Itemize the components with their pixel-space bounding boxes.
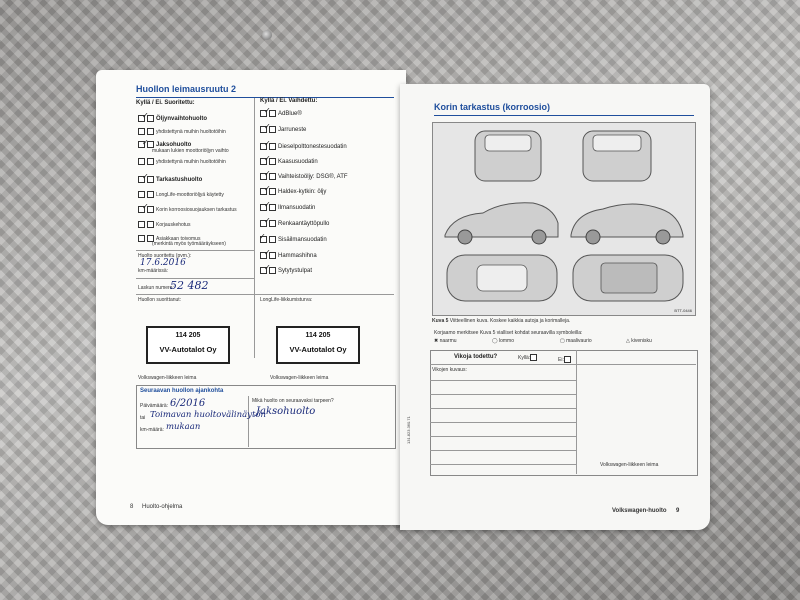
checkbox-icon bbox=[138, 235, 145, 242]
col1-item-9: Asiakkaan toivomus bbox=[138, 235, 200, 246]
next-service-title: Seuraavan huollon ajankohta bbox=[140, 388, 224, 394]
form-rule bbox=[430, 408, 576, 409]
form-rule bbox=[430, 394, 576, 395]
check-mark-icon: ✓ bbox=[264, 122, 271, 131]
left-footer-text: Huolto-ohjelma bbox=[142, 504, 183, 510]
check-mark-icon: ✓ bbox=[264, 154, 271, 163]
col1-item-4: yhdistettynä muihin huoltotöihin bbox=[138, 158, 226, 169]
dealer-stamp-label: Volkswagen-liikkeen leima bbox=[138, 375, 197, 381]
symbol-dent: ◯ lommo bbox=[492, 338, 514, 344]
col2-item-6: Ilmansuodatin bbox=[260, 204, 315, 215]
invoice-label: Laskun numero: bbox=[138, 285, 174, 291]
km-label: km-määrissä: bbox=[138, 268, 169, 274]
form-rule bbox=[430, 464, 576, 465]
dealer-stamp-label-2: Volkswagen-liikkeen leima bbox=[270, 375, 329, 381]
form-rule bbox=[430, 450, 576, 451]
col2-item-2: Dieselpolttonestesuodatin bbox=[260, 143, 347, 154]
col2-item-8: Sisäilmansuodatin bbox=[260, 236, 327, 247]
form-divider bbox=[576, 350, 577, 474]
check-mark-icon: ✓ bbox=[264, 216, 271, 225]
figure-code: BTT-0446 bbox=[674, 308, 692, 313]
check-mark-icon: ✓ bbox=[264, 169, 271, 178]
left-page-title: Huollon leimausruutu 2 bbox=[136, 84, 237, 94]
checkbox-icon bbox=[138, 191, 145, 198]
col1-item-8: Korjauskehotus bbox=[138, 221, 190, 232]
checkbox-icon bbox=[269, 236, 276, 243]
defects-description-label: Vikojen kuvaus: bbox=[432, 367, 467, 373]
yes-label: Kyllä: bbox=[518, 354, 539, 361]
col2-item-7: Renkaantäyttöpullo bbox=[260, 220, 329, 231]
check-mark-icon: ✓ bbox=[142, 111, 149, 120]
rule bbox=[136, 250, 254, 251]
check-mark-icon: ✓ bbox=[264, 263, 271, 272]
check-mark-icon: ✓ bbox=[264, 139, 271, 148]
col2-item-5: Haldex-kytkin: öljy bbox=[260, 188, 326, 199]
dealer-stamp-2: 114 205 VV-Autotalot Oy bbox=[276, 326, 360, 364]
checkbox-icon bbox=[138, 158, 145, 165]
form-rule bbox=[430, 364, 696, 365]
checkbox-icon[interactable] bbox=[530, 354, 537, 361]
symbol-paint-damage: ▢ maalivaurio bbox=[560, 338, 592, 344]
checkbox-icon bbox=[147, 191, 154, 198]
col1-item-2: Jaksohuolto bbox=[138, 141, 191, 152]
side-code: 131.823.360.71 bbox=[406, 416, 411, 444]
title-rule bbox=[434, 115, 694, 116]
checkbox-icon[interactable] bbox=[564, 356, 571, 363]
col2-item-4: Vaihteistoöljy: DSG®, ATF bbox=[260, 173, 348, 184]
col1-item-10: (merkintä myös työmääräykseen) bbox=[152, 241, 226, 247]
col1-item-7: Korin korroosiosuojauksen tarkastus bbox=[138, 206, 237, 217]
form-rule bbox=[430, 436, 576, 437]
col1-header: Kyllä / Ei. Suoritettu: bbox=[136, 100, 195, 106]
col1-item-5: Tarkastushuolto bbox=[138, 176, 202, 187]
right-page-title: Korin tarkastus (korroosio) bbox=[434, 102, 551, 112]
right-page bbox=[400, 84, 710, 530]
defects-form bbox=[430, 350, 698, 476]
checkbox-icon bbox=[147, 128, 154, 135]
check-mark-icon: ✓ bbox=[142, 172, 149, 181]
symbol-scratch: ✖ naarmu bbox=[434, 338, 457, 344]
checkbox-icon bbox=[138, 221, 145, 228]
next-or-label: tai bbox=[140, 415, 146, 421]
no-label: Ei: bbox=[558, 356, 573, 363]
check-mark-icon: ✓ bbox=[264, 200, 271, 209]
defects-question: Vikoja todettu? bbox=[454, 354, 498, 360]
next-answer: Jaksohuolto bbox=[256, 406, 316, 417]
symbol-instruction: Korjaamo merkitsee Kuva 5 vialliset kohdat seuraavilla symboleilla: bbox=[434, 330, 583, 336]
next-date-label: Päivämäärä: bbox=[140, 403, 169, 409]
col1-item-1: yhdistettynä muihin huoltotöihin bbox=[138, 128, 226, 139]
col2-item-9: Hammashihna bbox=[260, 252, 317, 263]
next-question: Mikä huolto on seuraavaksi tarpeen? bbox=[252, 398, 334, 404]
checkbox-icon bbox=[138, 128, 145, 135]
checkbox-icon bbox=[147, 221, 154, 228]
checkbox-icon bbox=[147, 158, 154, 165]
invoice-value: 52 482 bbox=[170, 279, 209, 292]
performer-label: Huollon suorittanut: bbox=[138, 297, 182, 303]
form-rule bbox=[430, 380, 576, 381]
figure-caption: Kuva 5 Viitteellinen kuva. Koskee kaikkia autoja ja korimalleja. bbox=[432, 318, 571, 324]
left-page bbox=[96, 70, 406, 525]
right-dealer-stamp-label: Volkswagen-liikkeen leima bbox=[600, 462, 659, 468]
check-mark-icon: ✓ bbox=[264, 184, 271, 193]
check-mark-icon: ✓ bbox=[264, 248, 271, 257]
right-footer-text: Volkswagen-huolto bbox=[612, 508, 667, 514]
col2-item-3: Kaasusuodatin bbox=[260, 158, 318, 169]
form-rule bbox=[430, 422, 576, 423]
next-date-value: 6/2016 bbox=[170, 398, 206, 409]
col1-item-0: Öljynvaihtohuolto bbox=[138, 115, 207, 126]
date-label: Huolto suoritettu (pvm.): bbox=[138, 253, 192, 259]
col2-header: Kyllä / Ei. Vaihdettu: bbox=[260, 98, 318, 104]
check-mark-icon: ✓ bbox=[264, 106, 271, 115]
dealer-stamp: 114 205 VV-Autotalot Oy bbox=[146, 326, 230, 364]
col2-item-10: Sytytystulpat bbox=[260, 267, 312, 278]
col2-item-0: AdBlue® bbox=[260, 110, 302, 121]
check-mark-icon: ✓ bbox=[259, 232, 266, 241]
next-handwriting-2: mukaan bbox=[166, 422, 201, 432]
longlife-label: LongLife-liikkumisturva: bbox=[260, 297, 313, 303]
next-km-label: km-määrä: bbox=[140, 427, 164, 433]
check-mark-icon: ✓ bbox=[142, 138, 149, 147]
rule bbox=[136, 294, 394, 295]
column-divider bbox=[254, 98, 255, 358]
car-outline-image bbox=[433, 123, 695, 315]
col1-item-6: LongLife-moottoriöljyä käytetty bbox=[138, 191, 224, 202]
left-page-number: 8 bbox=[130, 504, 134, 510]
box-divider bbox=[248, 396, 249, 447]
col1-item-3: mukaan lukien moottoriöljyn vaihto bbox=[152, 148, 229, 154]
next-handwriting-1: Toimavan huoltovälinäytön bbox=[150, 410, 266, 420]
col2-item-1: Jarruneste bbox=[260, 126, 306, 137]
symbol-stone-chip: △ kivenisku bbox=[626, 338, 652, 344]
floor-screw bbox=[262, 30, 272, 40]
check-mark-icon: ✓ bbox=[142, 202, 149, 211]
car-diagram bbox=[432, 122, 696, 316]
date-value: 17.6.2016 bbox=[140, 258, 186, 268]
right-page-number: 9 bbox=[676, 508, 680, 514]
